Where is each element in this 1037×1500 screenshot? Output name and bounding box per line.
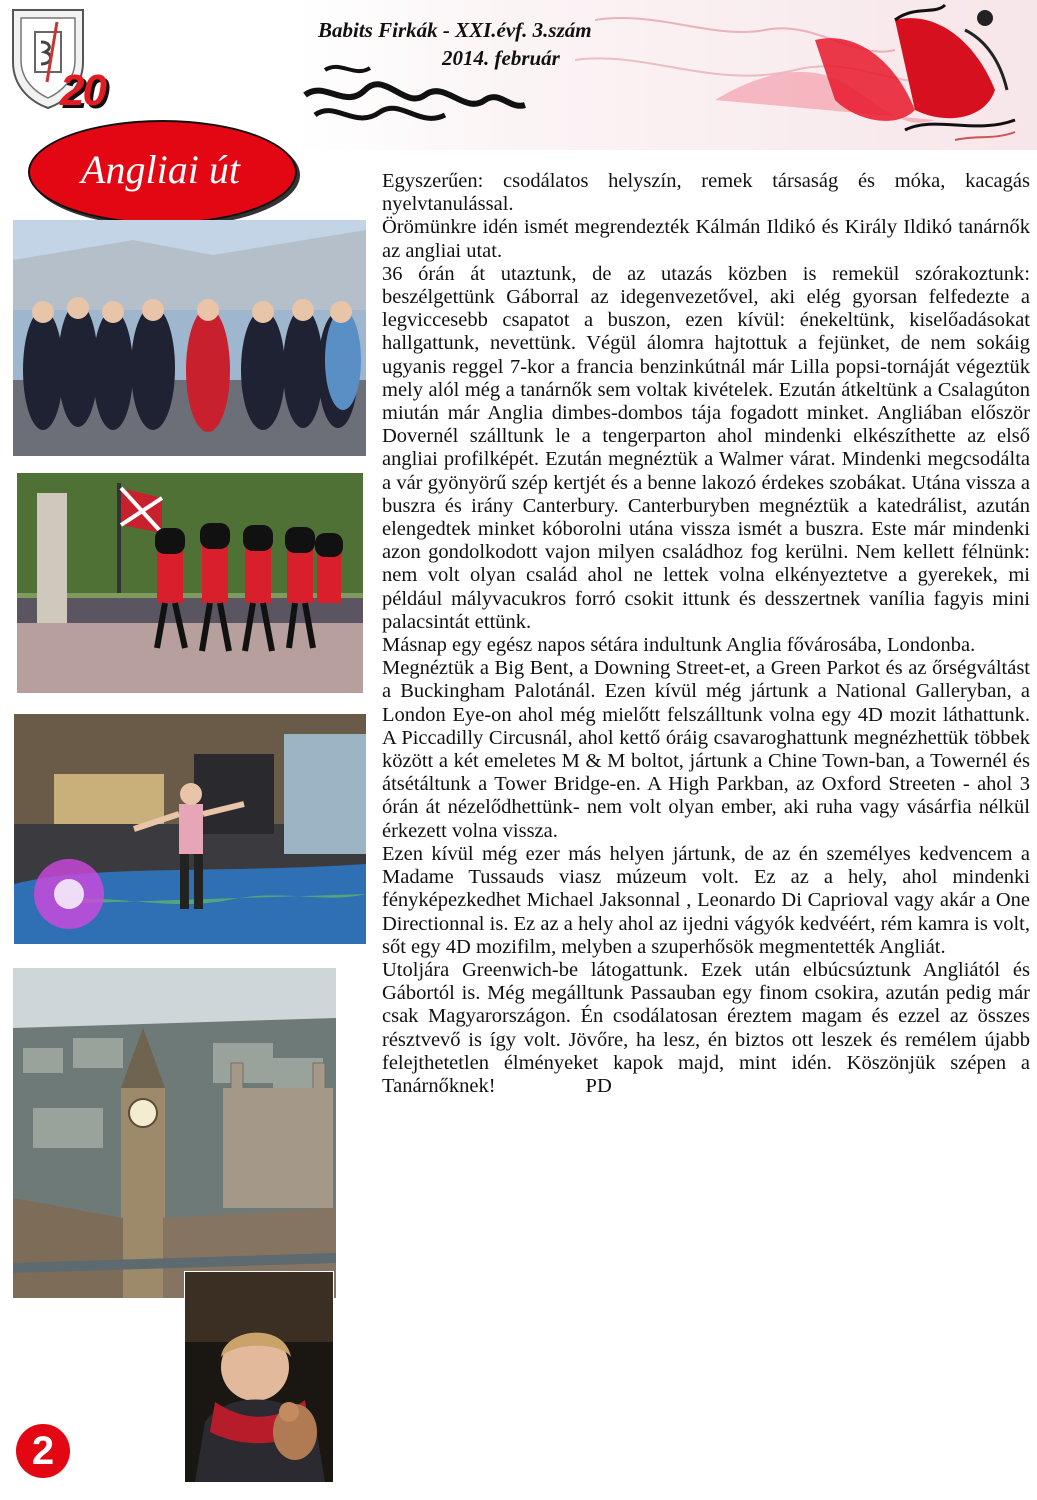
article-body (382, 170, 1030, 1098)
paragraph-organizers: Örömünkre idén ismét megrendezték Kálmán Ildikó és Király Ildikó tanárnők az angliai utat. (382, 216, 1030, 262)
author-signature: PD (585, 1074, 612, 1097)
page-number: 2 (16, 1424, 70, 1478)
portrait-photo (184, 1271, 334, 1483)
paragraph-intro: Egyszerűen: csodálatos helyszín, remek társaság és móka, kacagás nyelvtanulással. (382, 170, 1030, 216)
article-title: Angliai út (81, 147, 240, 192)
anniversary-number: 20 (60, 66, 105, 115)
paragraph-london-intro: Másnap egy egész napos sétára indultunk Anglia fővárosába, Londonba. (382, 634, 976, 657)
group-photo (13, 220, 366, 456)
paragraph-tussauds: Ezen kívül még ezer más helyen jártunk, de az én személyes kedvencem a Madame Tussauds viasz múzeum volt. Ez az a hely, ahol mindenki fényképezkedhet Michael Jaksonnal , Leonardo Di Caprioval vagy akár a One Directionnal is. Ez az a hely ahol az ijedni vágyók kedvéért, rém kamra is volt, sőt egy 4D mozifilm, melyben a szuperhősök megmentették Angliát. (382, 842, 1030, 958)
paragraph-london-sights: Megnéztük a Big Bent, a Downing Street-et, a Green Parkot és az őrségváltást a Buckingham Palotánál. Ezen kívül még jártunk a National Galleryban, a London Eye-on ahol még mielőtt felszálltunk volna egy 4D mozit láthattunk. A Piccadilly Circusnál, ahol kettő óráig csavaroghattunk megnézhettük többek között a két emeletes M & M boltot, jártunk a Chine Town-ban, a Towernél és átsétáltunk a Tower Bridge-en. A High Parkban, az Oxford Streeten - ahol 3 órán át nézelődhettünk- nem volt olyan ember, aki ruha vagy vásárfia nélkül érkezett volna vissza. (382, 657, 1030, 842)
london-aerial-photo (13, 968, 336, 1298)
paragraph-journey: 36 órán át utaztunk, de az utazás közben is remekül szórakoztunk: beszélgettünk Gáborral az idegenvezetővel, aki elég gyorsan felfedezte a legviccesebb csapatot a buszon, ezen kívül: énekeltünk, kiselőadásokat hallgattunk, nevettünk. Végül álomra hajtottuk a fejünket, de nem sokáig ugyanis reggel 7-kor a francia benzinkútnál már Lilla popsi-tornáját végeztük mely alól még a tanárnők sem voltak kivételek. Ezután átkeltünk a Csalagúton miután már Anglia dimbes-dombos tája fogadott minket. Angliában először Dovernél szálltunk le a tengerparton ahol mindenki elkészíthette az első angliai profilképét. Ezután megnéztük a Walmer várat. Mindenki megcsodálta a vár gyönyörű szép kertjét és a benne lakozó érdekes szobákat. Utána vissza a buszra és irány Canterbury. Canterburyben megnéztük a katedrálist, azután elengedtek minket kóborolni utána vissza ismét a buszra. Este már mindenki azon gondolkodott vajon milyen családhoz fog kerülni. Nem kellett félnünk: nem volt olyan család ahol ne lettek volna elkényeztetve a gyerekek, mi például mályvacukros forró csokit ittunk és desszertnek vanília fagyis mini palacsintát ettünk. (382, 262, 1030, 633)
paragraph-closing (382, 959, 1030, 1098)
closing-text: Utoljára Greenwich-be látogattunk. Ezek után elbúcsúztunk Angliától és Gábortól is. Még megálltunk Passauban egy finom csokira, azután pedig már csak Magyarországon. Én csodálatosan éreztem magam és ezzel az összes résztvevő is így volt. Jövőre, ha lesz, én biztos ott leszek és remélem újabb felejthetetlen élményeket kapok majd, mint idén. Köszönjük szépen a Tanárnőknek! (382, 958, 1030, 1097)
guards-photo (17, 473, 363, 693)
dancing-photo (14, 714, 366, 944)
issue-date: 2014. február (442, 46, 560, 70)
magazine-title: Babits Firkák - XXI.évf. 3.szám (318, 18, 592, 42)
